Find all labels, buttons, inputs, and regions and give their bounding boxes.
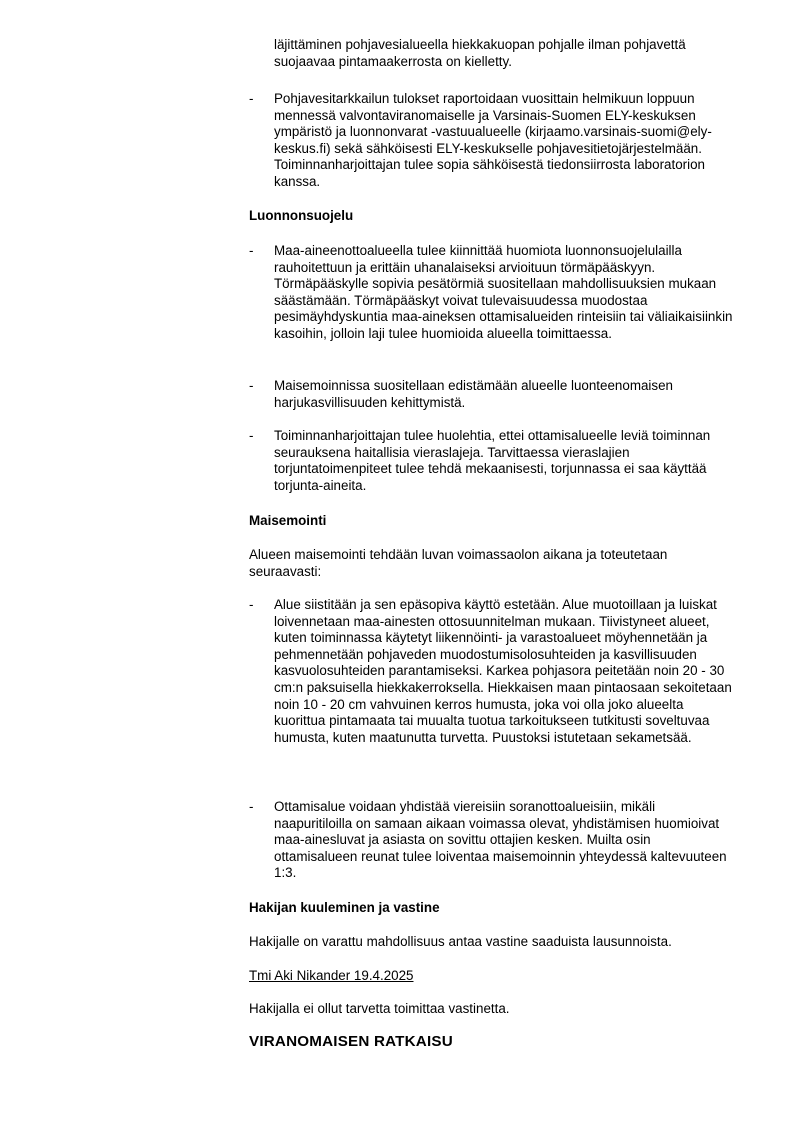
list-dash: -	[249, 243, 254, 258]
section-heading: Luonnonsuojelu	[249, 208, 354, 223]
bullet-text: Alue siistitään ja sen epäsopiva käyttö estetään. Alue muotoillaan ja luiskat loivennetaan maa-ainesten ottosuunnitelman mukaan. Tiivistyneet alueet, kuten toiminnassa käytetyt liikennöinti- ja varastoalueet möyhennetään ja pehmennetään pohjaveden muodostumisolosuhteiden ja kasvillisuuden kasvuolosuhteiden parantamiseksi. Karkea pohjasora peitetään noin 20 - 30 cm:n paksuisella hiekkakerroksella. Hiekkaisen maan pintaosaan sekoitetaan noin 10 - 20 cm vahvuinen kerros humusta, joka voi olla joko alueelta kuorittua pintamaata tai muualta tuotua tarkoitukseen tutkitusti soveltuvaa humusta, kuten maatunutta turvetta. Puustoksi istutetaan sekametsää.	[274, 597, 732, 745]
sender-line: Tmi Aki Nikander 19.4.2025	[249, 968, 414, 983]
list-dash: -	[249, 91, 254, 106]
bullet-text: Maisemoinnissa suositellaan edistämään alueelle luonteenomaisen harjukasvillisuuden kehittymistä.	[274, 378, 673, 410]
list-dash: -	[249, 428, 254, 443]
monitoring-bullet-text: Pohjavesitarkkailun tulokset raportoidaan vuosittain helmikuun loppuun mennessä valvontaviranomaiselle ja Varsinais-Suomen ELY-keskuksen ympäristö ja luonnonvarat -vastuualueelle (kirjaamo.varsinais-suomi@ely-keskus.fi) sekä sähköisesti ELY-keskukselle pohjavesitietojärjestelmään. Toiminnanharjoittajan tulee sopia sähköisestä tiedonsiirrosta laboratorion kanssa.	[274, 91, 712, 189]
paragraph: Hakijalle on varattu mahdollisuus antaa vastine saaduista lausunnoista.	[249, 934, 672, 949]
continued-paragraph: läjittäminen pohjavesialueella hiekkakuopan pohjalle ilman pohjavettä suojaavaa pintamaakerrosta on kielletty.	[274, 37, 686, 69]
decision-heading: VIRANOMAISEN RATKAISU	[249, 1033, 453, 1050]
section-heading: Maisemointi	[249, 513, 327, 528]
bullet-text: Toiminnanharjoittajan tulee huolehtia, ettei ottamisalueelle leviä toiminnan seurauksena haitallisia vieraslajeja. Tarvittaessa vieraslajien torjuntatoimenpiteet tulee tehdä mekaanisesti, torjunnassa ei saa käyttää torjunta-aineita.	[274, 428, 711, 493]
bullet-text: Maa-aineenottoalueella tulee kiinnittää huomiota luonnonsuojelulailla rauhoitettuun ja erittäin uhanalaiseksi arvioituun törmäpääskyyn. Törmäpääskylle sopivia pesätörmiä suositellaan mahdollisuuksien mukaan säästämään. Törmäpääskyt voivat tulevaisuudessa muodostaa pesimäyhdyskuntia maa-aineksen ottamisalueiden rinteisiin tai väliaikaisiinkin kasoihin, jolloin laji tulee huomioida alueella toimittaessa.	[274, 243, 733, 341]
list-dash: -	[249, 799, 254, 814]
section-heading: Hakijan kuuleminen ja vastine	[249, 900, 440, 915]
intro-paragraph: Alueen maisemointi tehdään luvan voimassaolon aikana ja toteutetaan seuraavasti:	[249, 547, 668, 579]
list-dash: -	[249, 597, 254, 612]
list-dash: -	[249, 378, 254, 393]
bullet-text: Ottamisalue voidaan yhdistää viereisiin soranottoalueisiin, mikäli naapuritiloilla on samaan aikaan voimassa olevat, yhdistämisen huomioivat maa-ainesluvat ja asiasta on sovittu ottajien kesken. Muilta osin ottamisalueen reunat tulee loiventaa maisemoinnin yhteydessä kaltevuuteen 1:3.	[274, 799, 727, 881]
paragraph: Hakijalla ei ollut tarvetta toimittaa vastinetta.	[249, 1001, 510, 1016]
